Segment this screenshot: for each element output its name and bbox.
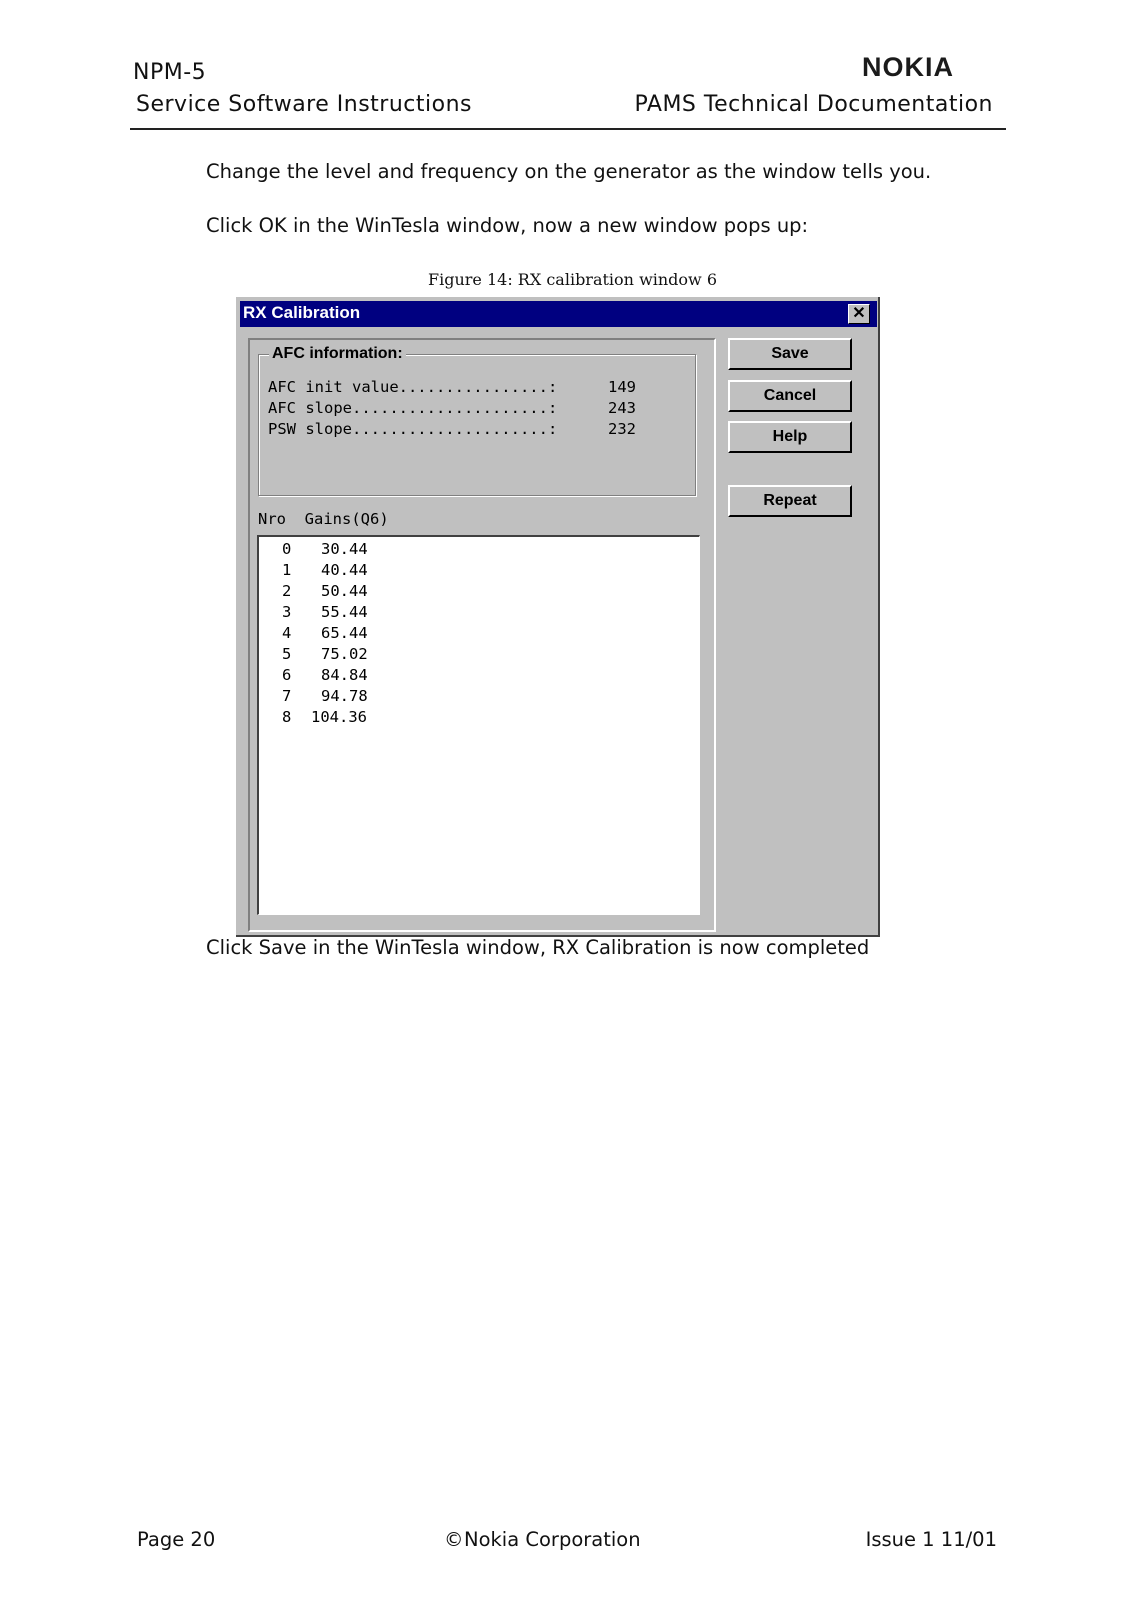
page-number: Page 20 <box>137 1528 216 1551</box>
afc-row-value: 243 <box>608 399 636 417</box>
instruction-paragraph-3: Click Save in the WinTesla window, RX Calibration is now completed <box>206 936 870 959</box>
afc-row-label: AFC slope.....................: <box>268 399 558 417</box>
instruction-paragraph-2: Click OK in the WinTesla window, now a new window pops up: <box>206 214 809 237</box>
gains-list-header: Nro Gains(Q6) <box>258 510 389 528</box>
save-button[interactable]: Save <box>728 338 852 370</box>
header-rule <box>130 128 1006 130</box>
gain-value: 50.44 <box>321 582 368 600</box>
afc-group-label: AFC information: <box>269 345 406 363</box>
gain-value: 40.44 <box>321 561 368 579</box>
gain-nro: 8 <box>282 708 292 726</box>
doc-model: NPM-5 <box>133 60 207 85</box>
issue-date: Issue 1 11/01 <box>865 1528 997 1551</box>
gain-nro: 5 <box>282 645 292 663</box>
afc-row-value: 232 <box>608 420 636 438</box>
gain-value: 84.84 <box>321 666 368 684</box>
afc-row-label: PSW slope.....................: <box>268 420 558 438</box>
copyright-holder: Nokia Corporation <box>464 1528 641 1551</box>
gain-nro: 7 <box>282 687 292 705</box>
gain-nro: 1 <box>282 561 292 579</box>
gain-nro: 6 <box>282 666 292 684</box>
instruction-paragraph-1: Change the level and frequency on the generator as the window tells you. <box>206 160 932 183</box>
gain-nro: 0 <box>282 540 292 558</box>
gain-value: 94.78 <box>321 687 368 705</box>
copyright-icon: © <box>444 1528 464 1551</box>
doc-title: PAMS Technical Documentation <box>634 92 993 117</box>
gain-value: 30.44 <box>321 540 368 558</box>
gain-value: 55.44 <box>321 603 368 621</box>
close-icon[interactable]: ✕ <box>848 304 870 324</box>
gain-value: 75.02 <box>321 645 368 663</box>
repeat-button[interactable]: Repeat <box>728 485 852 517</box>
figure-caption: Figure 14: RX calibration window 6 <box>428 270 718 289</box>
nokia-logo: NOKIA <box>862 52 954 82</box>
cancel-button[interactable]: Cancel <box>728 380 852 412</box>
dialog-title: RX Calibration <box>243 303 361 322</box>
help-button[interactable]: Help <box>728 421 852 453</box>
afc-row-value: 149 <box>608 378 636 396</box>
gain-value: 65.44 <box>321 624 368 642</box>
doc-section: Service Software Instructions <box>136 92 472 117</box>
gain-nro: 3 <box>282 603 292 621</box>
afc-row-label: AFC init value................: <box>268 378 558 396</box>
gain-nro: 4 <box>282 624 292 642</box>
gain-value: 104.36 <box>311 708 367 726</box>
gain-nro: 2 <box>282 582 292 600</box>
